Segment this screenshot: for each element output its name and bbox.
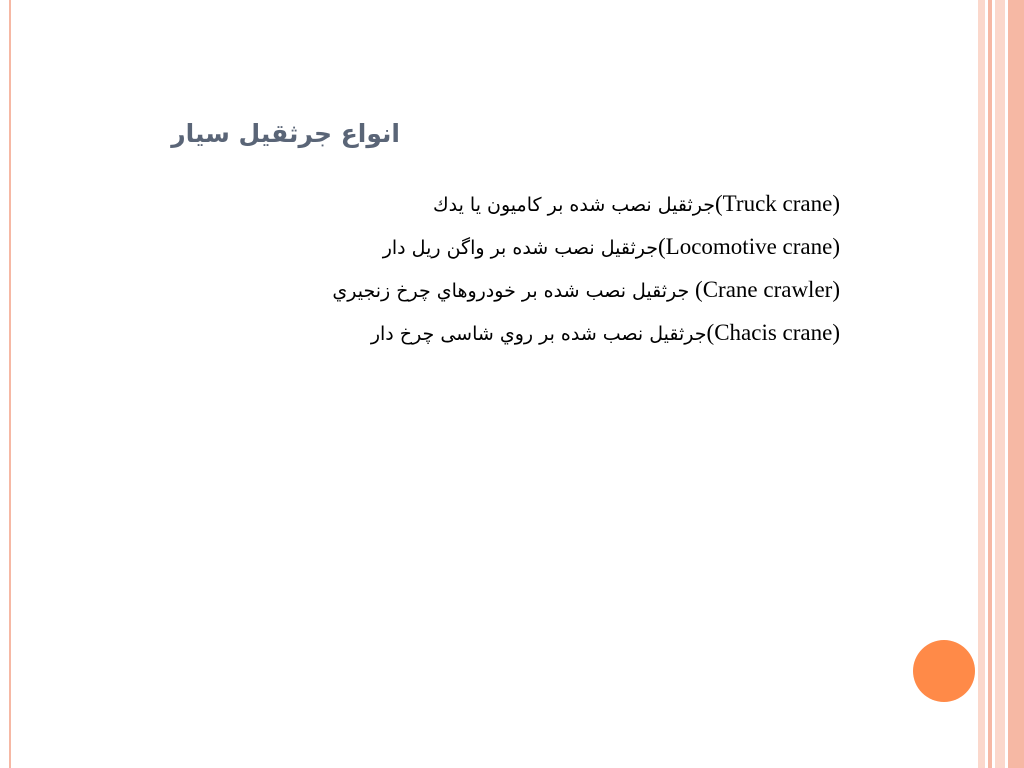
bullet-persian: جرثقيل نصب شده بر كاميون يا يدك	[432, 194, 715, 216]
right-stripe-1	[978, 0, 985, 768]
bullet-item	[170, 268, 840, 311]
right-stripe-3	[995, 0, 1005, 768]
right-stripe-2	[988, 0, 992, 768]
bullet-persian: جرثقيل نصب شده بر واگن ريل دار	[382, 237, 658, 259]
right-stripe-4	[1008, 0, 1024, 768]
bullet-item	[170, 225, 840, 268]
bullet-persian: جرثقيل نصب شده بر خودروهاي چرخ زنجيري	[332, 280, 690, 302]
bullet-item	[170, 311, 840, 354]
bullet-english: (Crane crawler)	[689, 277, 840, 302]
left-border-line	[9, 0, 11, 768]
bullet-english: (Locomotive crane)	[657, 234, 840, 259]
bullet-english: (Truck crane)	[715, 191, 840, 216]
bullet-english: (Chacis crane)	[706, 320, 840, 345]
decorative-circle	[913, 640, 975, 702]
bullet-list	[170, 182, 840, 354]
slide-title: انواع جرثقيل سيار	[171, 119, 400, 148]
bullet-item	[170, 182, 840, 225]
bullet-persian: جرثقيل نصب شده بر روي شاسی چرخ دار	[370, 323, 707, 345]
